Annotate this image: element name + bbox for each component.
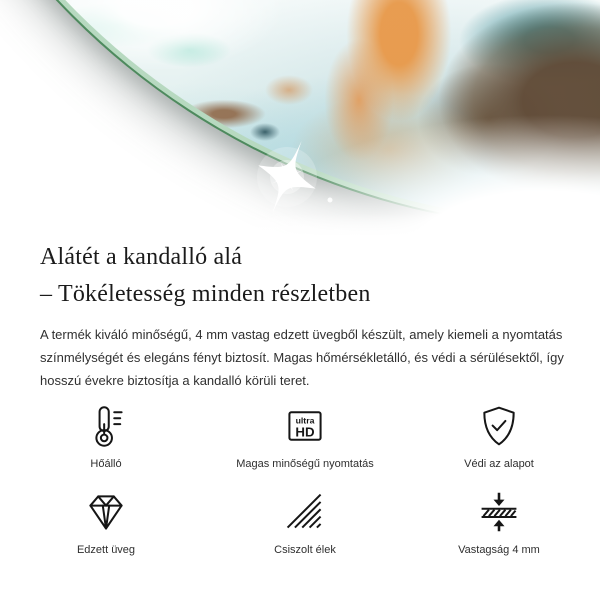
thermometer-icon	[84, 404, 128, 448]
page-title	[40, 239, 560, 313]
feature-thickness	[398, 490, 600, 558]
feature-heat-resistant	[0, 404, 212, 472]
feature-label: Edzett üveg	[76, 544, 136, 556]
ultra-hd-badge-bottom: HD	[295, 424, 315, 440]
feature-label: Csiszolt élek	[274, 544, 336, 556]
feature-print-quality	[212, 404, 398, 472]
feature-protects-base	[398, 404, 600, 472]
feature-label: Vastagság 4 mm	[458, 544, 540, 556]
marble-art	[0, 0, 600, 222]
title-line-1: Alátét a kandalló alá	[40, 244, 243, 270]
features-grid	[0, 404, 600, 558]
feature-label: Hőálló	[90, 458, 122, 470]
glass-plate	[0, 0, 600, 229]
ultra-hd-badge-top: ultra	[295, 415, 315, 426]
ultra-hd-icon	[283, 404, 327, 448]
feature-tempered-glass	[0, 490, 212, 558]
product-photo	[0, 0, 600, 235]
product-description: A termék kiváló minőségű, 4 mm vastag edzett üvegből készült, amely kiemeli a nyomtatás színmélységét és elegáns fényt biztosít. Magas hőmérsékletálló, és védi a sérülésektől, így hosszú évekre biztosítja a kandalló körüli teret.	[40, 327, 564, 388]
diamond-icon	[84, 490, 128, 534]
polished-edges-icon	[283, 490, 327, 534]
title-line-2: – Tökéletesség minden részletben	[40, 281, 371, 307]
thickness-icon	[477, 490, 521, 534]
shield-check-icon	[477, 404, 521, 448]
feature-label: Magas minőségű nyomtatás	[236, 458, 374, 470]
feature-polished-edges	[212, 490, 398, 558]
feature-label: Védi az alapot	[464, 458, 534, 470]
